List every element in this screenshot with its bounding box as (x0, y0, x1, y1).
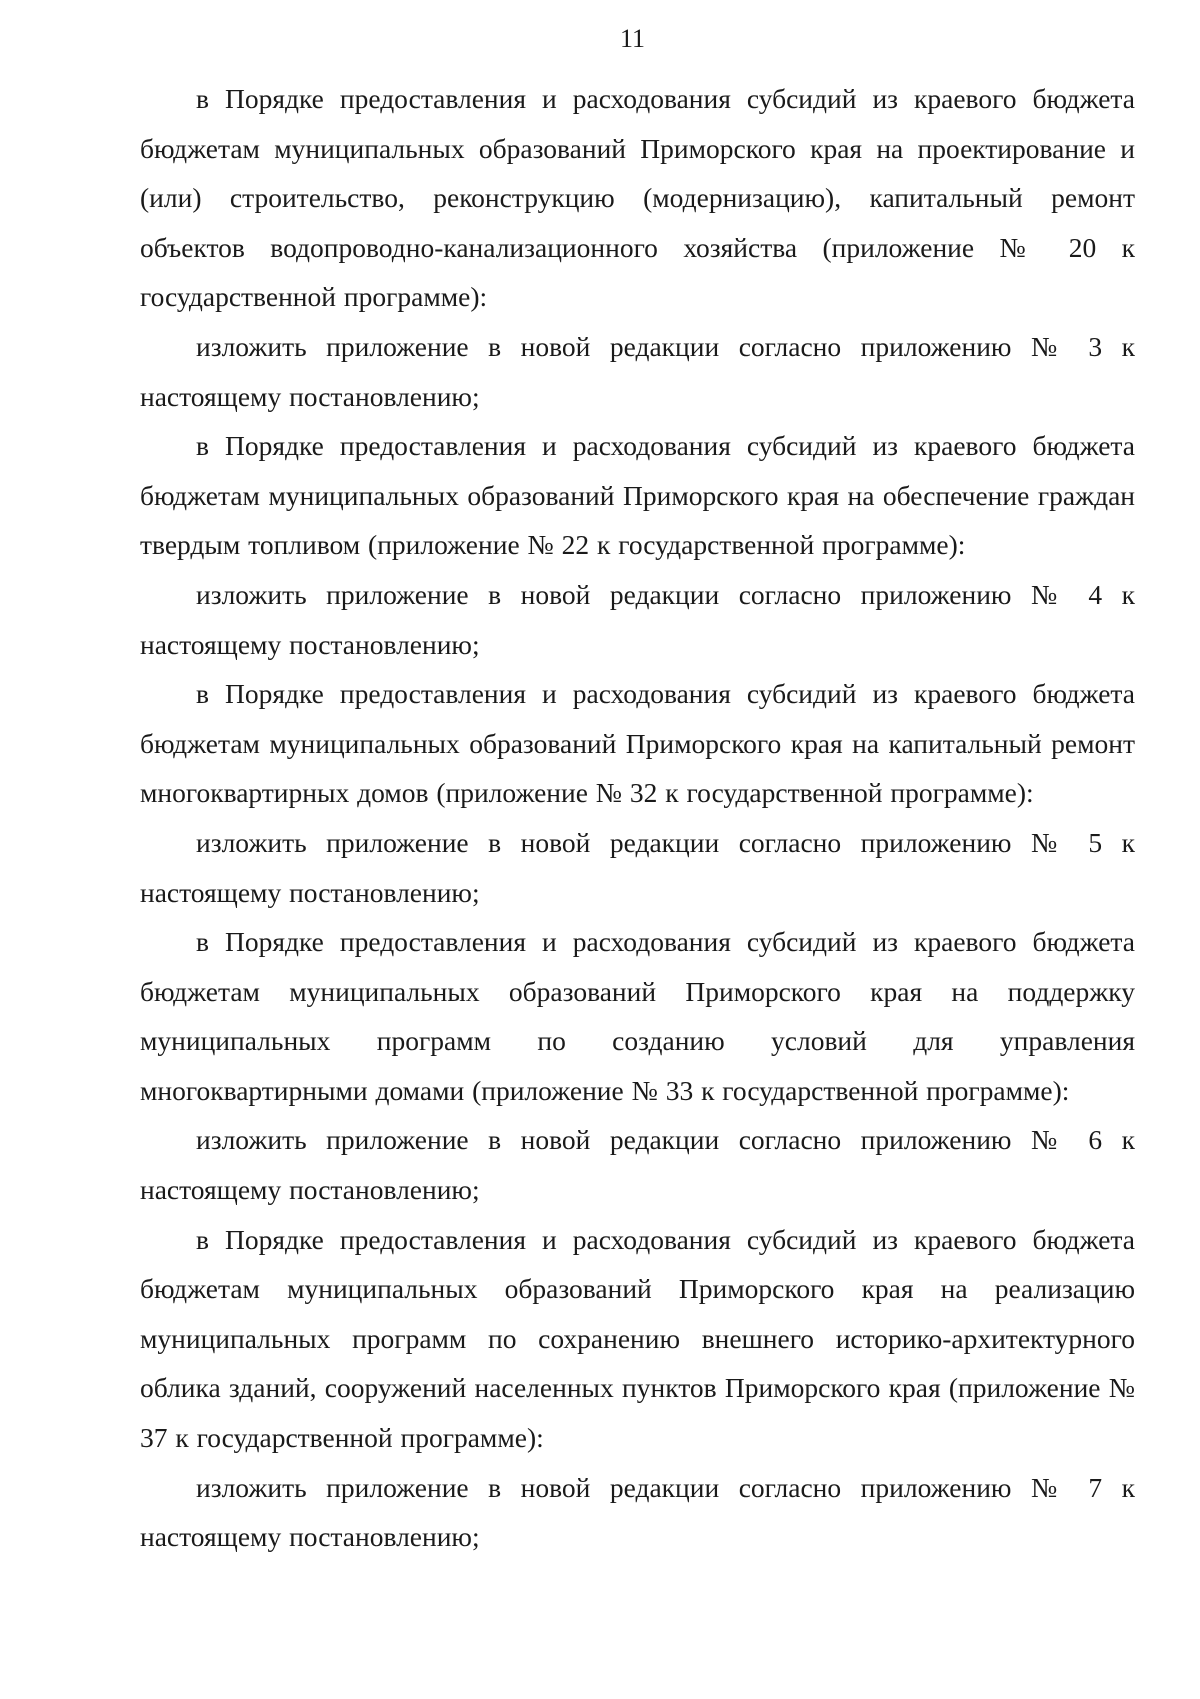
paragraph-order-historic-appearance: в Порядке предоставления и расходования субсидий из краевого бюджета бюджетам муниципальных образований Приморского края на реализацию муниципальных программ по сохранению внешнего историко-архитектурного облика зданий, сооружений населенных пунктов Приморского края (приложение № 37 к государственной программе): (140, 1223, 1135, 1454)
paragraph-amend-appendix-3: изложить приложение в новой редакции согласно приложению № 3 к настоящему постановлению; (140, 330, 1135, 412)
paragraph-amend-appendix-4: изложить приложение в новой редакции согласно приложению № 4 к настоящему постановлению; (140, 578, 1135, 660)
paragraph-order-capital-repair: в Порядке предоставления и расходования субсидий из краевого бюджета бюджетам муниципальных образований Приморского края на капитальный ремонт многоквартирных домов (приложение № 32 к государственной программе): (140, 678, 1135, 809)
paragraph-order-housing-management: в Порядке предоставления и расходования субсидий из краевого бюджета бюджетам муниципальных образований Приморского края на поддержку муниципальных программ по созданию условий для управления многоквартирными домами (приложение № 33 к государственной программе): (140, 926, 1135, 1106)
page-number: 11 (619, 24, 646, 53)
paragraph-order-water-supply: в Порядке предоставления и расходования субсидий из краевого бюджета бюджетам муниципальных образований Приморского края на проектирование и (или) строительство, реконструкцию (модернизацию), капитальный ремонт объектов водопроводно-канализационного хозяйства (приложение № 20 к государственной программе): (140, 83, 1135, 313)
paragraph-amend-appendix-5: изложить приложение в новой редакции согласно приложению № 5 к настоящему постановлению; (140, 826, 1135, 908)
paragraph-amend-appendix-7: изложить приложение в новой редакции согласно приложению № 7 к настоящему постановлению; (140, 1471, 1135, 1553)
paragraph-amend-appendix-6: изложить приложение в новой редакции согласно приложению № 6 к настоящему постановлению; (140, 1124, 1135, 1206)
paragraph-order-solid-fuel: в Порядке предоставления и расходования субсидий из краевого бюджета бюджетам муниципальных образований Приморского края на обеспечение граждан твердым топливом (приложение № 22 к государственной программе): (140, 430, 1135, 561)
document-body (140, 74, 1135, 1562)
